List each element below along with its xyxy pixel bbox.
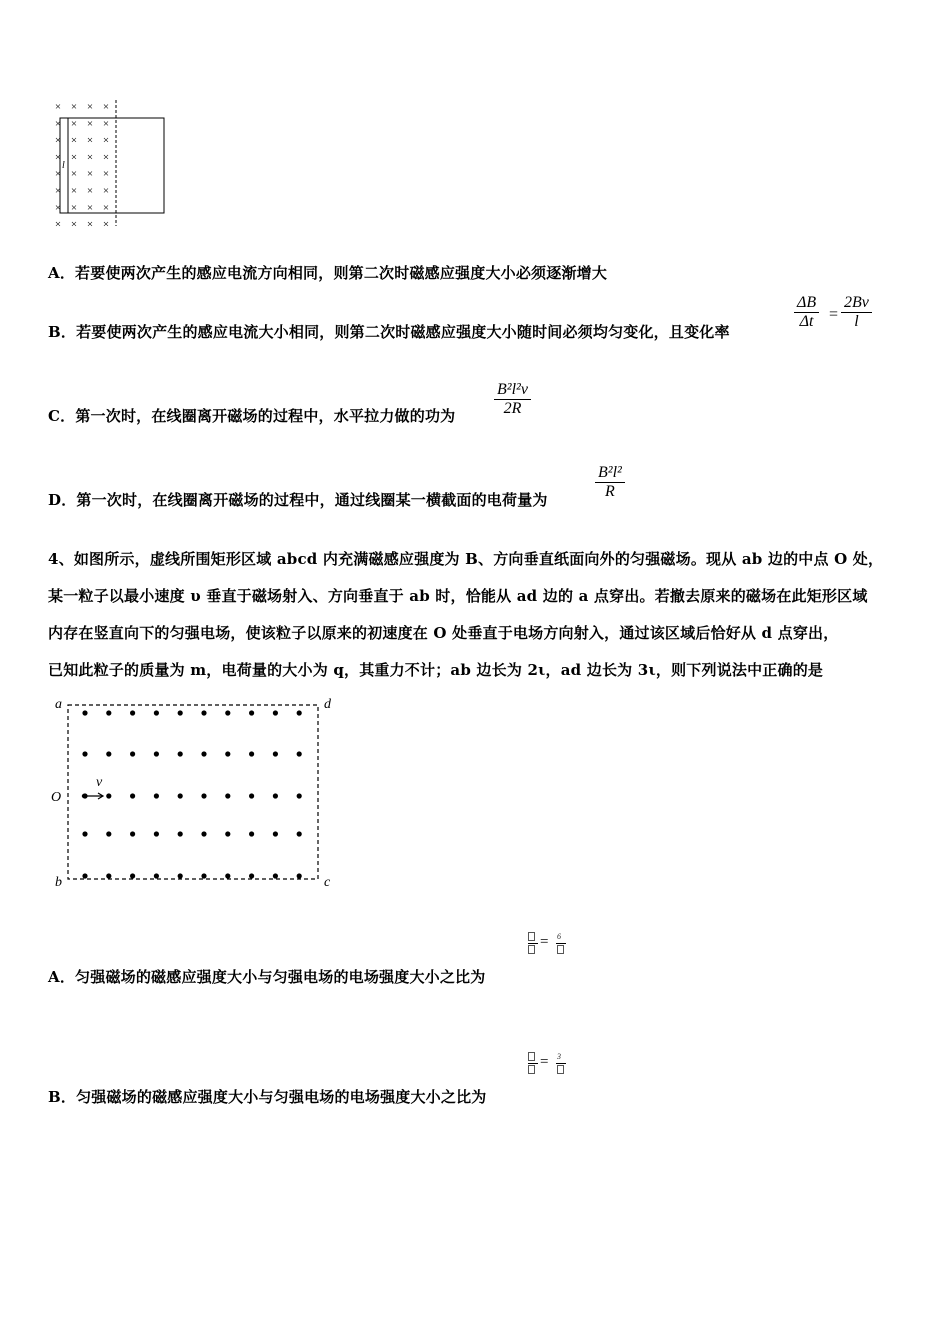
field-dot — [106, 831, 111, 836]
field-dot — [297, 710, 302, 715]
field-dot — [297, 751, 302, 756]
field-dot — [225, 710, 230, 715]
cross-mark: × — [86, 218, 94, 231]
cross-mark: × — [86, 168, 94, 181]
figure-coil-in-magnetic-field — [48, 96, 173, 231]
field-dot — [249, 873, 254, 878]
option-3b: B．若要使两次产生的感应电流大小相同，则第二次时磁感应强度大小随时间必须均匀变化，且变化率 — [48, 323, 730, 341]
cross-mark: × — [86, 134, 94, 147]
field-dot — [273, 831, 278, 836]
cross-mark: × — [102, 117, 110, 130]
field-dot — [178, 751, 183, 756]
cross-mark: × — [102, 201, 110, 214]
cross-mark: × — [54, 218, 62, 231]
field-dot — [249, 751, 254, 756]
field-dot — [106, 710, 111, 715]
velocity-label-v: v — [96, 775, 103, 790]
field-dot — [130, 751, 135, 756]
cross-mark: × — [70, 134, 78, 147]
field-dot — [297, 873, 302, 878]
figure-rectangle-magnetic-field — [46, 692, 346, 897]
question-4-line-2: 某一粒子以最小速度 υ 垂直于磁场射入、方向垂直于 ab 时，恰能从 ad 边的 a 点穿出。若撤去原来的磁场在此矩形区域 — [48, 587, 868, 605]
question-4-line-1: 4、如图所示，虚线所围矩形区域 abcd 内充满磁感应强度为 B、方向垂直纸面向外的匀强磁场。现从 ab 边的中点 O 处， — [48, 550, 884, 568]
field-dot — [297, 793, 302, 798]
field-dot — [154, 873, 159, 878]
formula-equals: = — [829, 306, 839, 323]
field-dot — [201, 873, 206, 878]
cross-mark: × — [54, 101, 62, 113]
option-3c: C．第一次时，在线圈离开磁场的过程中，水平拉力做的功为 — [48, 407, 456, 425]
field-dot — [154, 831, 159, 836]
cross-mark: × — [70, 151, 78, 164]
field-dot — [106, 751, 111, 756]
cross-mark: × — [102, 101, 110, 113]
cross-mark: × — [102, 218, 110, 231]
formula-db-dt-numerator: ΔB — [797, 294, 817, 311]
field-dot — [154, 751, 159, 756]
field-dot — [201, 751, 206, 756]
formula-work-numerator: B²l²v — [497, 381, 528, 398]
cross-mark: × — [70, 201, 78, 214]
field-dot — [178, 793, 183, 798]
cross-mark: × — [102, 168, 110, 181]
field-dot — [82, 831, 87, 836]
cross-mark: × — [54, 201, 62, 214]
field-dot — [178, 710, 183, 715]
formula-db-dt — [794, 294, 819, 331]
cross-mark: × — [70, 101, 78, 113]
field-dot — [82, 751, 87, 756]
formula-charge-denominator: R — [605, 483, 615, 500]
cross-mark: × — [86, 151, 94, 164]
field-dot — [106, 793, 111, 798]
option-4a: A．匀强磁场的磁感应强度大小与匀强电场的电场强度大小之比为 — [48, 968, 486, 986]
cross-mark: × — [70, 218, 78, 231]
cross-mark: × — [70, 168, 78, 181]
corner-label-c: c — [324, 875, 331, 890]
field-dot — [130, 873, 135, 878]
coil-rectangle — [60, 118, 164, 213]
corner-label-d: d — [324, 697, 331, 712]
formula-charge — [595, 464, 625, 501]
formula-work-denominator: 2R — [503, 400, 522, 417]
cross-mark: × — [102, 151, 110, 164]
formula-2bv-denominator: l — [854, 313, 859, 330]
field-dot — [225, 831, 230, 836]
field-dot — [82, 710, 87, 715]
question-4-line-4: 已知此粒子的质量为 m，电荷量的大小为 q，其重力不计；ab 边长为 2ι，ad 边长为 3ι，则下列说法中正确的是 — [48, 661, 824, 679]
field-dot — [225, 751, 230, 756]
region-boundary-dashed — [68, 705, 318, 879]
field-dot — [82, 873, 87, 878]
cross-mark: × — [102, 134, 110, 147]
cross-mark: × — [70, 185, 78, 197]
option-3d: D．第一次时，在线圈离开磁场的过程中，通过线圈某一横截面的电荷量为 — [48, 491, 548, 509]
option-4b: B．匀强磁场的磁感应强度大小与匀强电场的电场强度大小之比为 — [48, 1088, 487, 1106]
formula-work — [494, 381, 531, 418]
origin-label-o: O — [51, 790, 62, 805]
field-dot — [106, 873, 111, 878]
cross-mark: × — [86, 101, 94, 113]
field-dot — [225, 793, 230, 798]
field-dot — [273, 710, 278, 715]
cross-mark: × — [54, 151, 62, 164]
length-label: l — [62, 160, 65, 171]
field-dot — [249, 710, 254, 715]
field-dot — [154, 793, 159, 798]
corner-label-a: a — [55, 697, 62, 712]
formula-db-dt-denominator: Δt — [799, 313, 814, 330]
formula-charge-numerator: B²l² — [598, 464, 622, 481]
field-dot — [154, 710, 159, 715]
cross-mark: × — [86, 117, 94, 130]
cross-mark: × — [70, 117, 78, 130]
field-dot — [178, 873, 183, 878]
cross-mark: × — [54, 168, 62, 181]
option-3a: A．若要使两次产生的感应电流方向相同，则第二次时磁感应强度大小必须逐渐增大 — [48, 264, 608, 282]
cross-mark: × — [54, 134, 62, 147]
field-dot — [273, 873, 278, 878]
cross-mark: × — [86, 185, 94, 197]
cross-mark: × — [86, 201, 94, 214]
field-dot — [225, 873, 230, 878]
field-dot — [201, 793, 206, 798]
field-dot — [201, 831, 206, 836]
formula-2bv-over-l — [841, 294, 872, 331]
field-dot — [130, 793, 135, 798]
field-dot — [249, 793, 254, 798]
formula-2bv-numerator: 2Bv — [844, 294, 869, 311]
cross-mark: × — [54, 117, 62, 130]
field-dot — [297, 831, 302, 836]
field-dot — [130, 710, 135, 715]
cross-mark: × — [102, 185, 110, 197]
field-dot — [178, 831, 183, 836]
field-dot — [201, 710, 206, 715]
cross-mark: × — [54, 185, 62, 197]
question-4-line-3: 内存在竖直向下的匀强电场，使该粒子以原来的初速度在 O 处垂直于电场方向射入，通过该区域后恰好从 d 点穿出， — [48, 624, 839, 642]
corner-label-b: b — [55, 875, 62, 890]
field-dot — [273, 793, 278, 798]
field-dot — [130, 831, 135, 836]
field-dot — [249, 831, 254, 836]
field-dot — [273, 751, 278, 756]
